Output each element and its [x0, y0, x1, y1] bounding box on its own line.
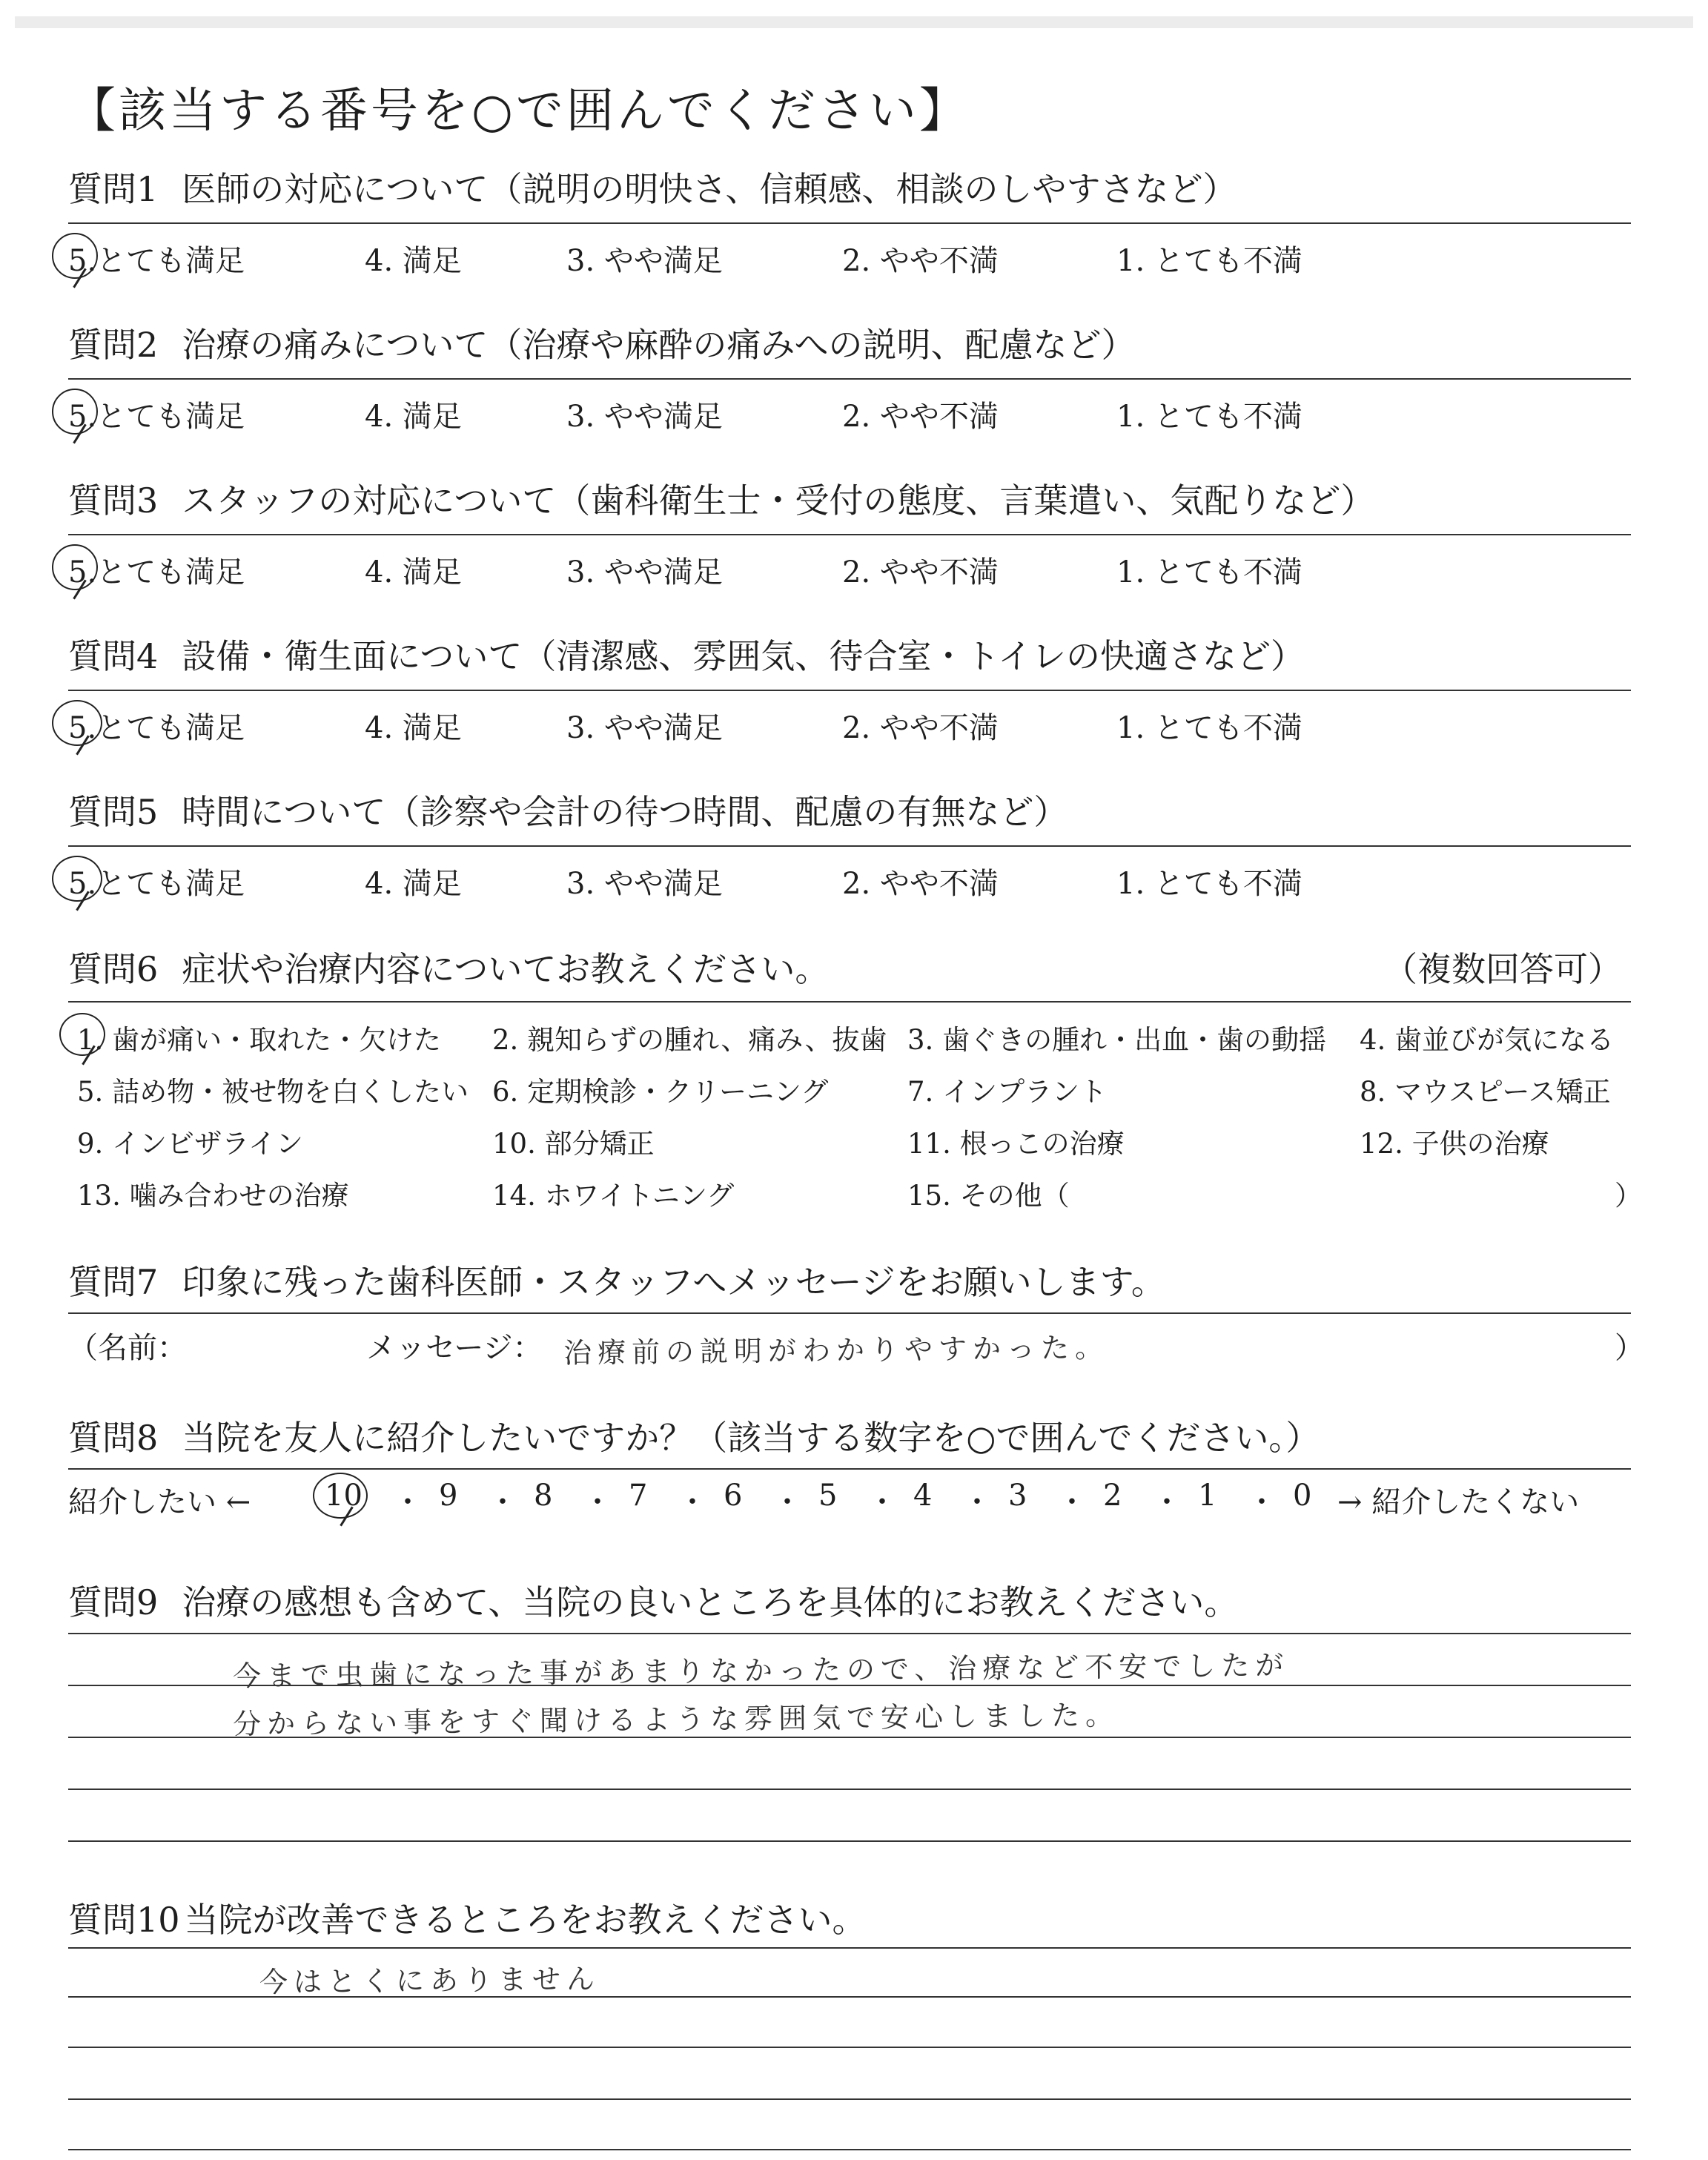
multiple-answers-note: （複数回答可）	[1383, 949, 1622, 989]
answer-line	[68, 2047, 1631, 2048]
q5-option-5[interactable]: 5.とても満足	[68, 867, 245, 901]
symptom-13[interactable]: 13. 噛み合わせの治療	[77, 1180, 349, 1212]
symptom-8[interactable]: 8. マウスピース矯正	[1360, 1076, 1611, 1108]
question-3-number: 質問3	[68, 480, 159, 521]
q1-option-3[interactable]: 3. やや満足	[566, 244, 723, 278]
q4-option-1[interactable]: 1. とても不満	[1116, 711, 1302, 745]
question-10-text: 当院が改善できるところをお教えください。	[184, 1900, 867, 1940]
scale-0[interactable]: 0	[1293, 1479, 1312, 1513]
symptom-7[interactable]: 7. インプラント	[907, 1076, 1108, 1108]
question-1-options	[68, 237, 1631, 278]
question-2-options	[68, 393, 1631, 434]
question-6-number: 質問6	[68, 949, 159, 989]
answer-line	[68, 1737, 1631, 1738]
q1-option-1[interactable]: 1. とても不満	[1116, 244, 1302, 278]
symptom-12[interactable]: 12. 子供の治療	[1360, 1128, 1549, 1160]
question-6-rule	[68, 1001, 1631, 1003]
q3-option-2[interactable]: 2. やや不満	[842, 555, 999, 589]
q2-option-3[interactable]: 3. やや満足	[566, 400, 723, 434]
question-1-number: 質問1	[68, 169, 159, 209]
question-8-heading	[68, 1418, 1631, 1458]
question-4-options	[68, 704, 1631, 745]
q2-option-5[interactable]: 5.とても満足	[68, 400, 245, 434]
question-2-heading	[68, 325, 1631, 365]
question-5-number: 質問5	[68, 792, 159, 832]
q4-option-5[interactable]: 5.とても満足	[68, 711, 245, 745]
question-7-text: 印象に残った歯科医師・スタッフへメッセージをお願いします。	[182, 1262, 1165, 1302]
form-instruction: 【該当する番号を○で囲んでください】	[68, 84, 970, 139]
q5-option-3[interactable]: 3. やや満足	[566, 867, 723, 901]
q3-option-1[interactable]: 1. とても不満	[1116, 555, 1302, 589]
question-5-text: 時間について（診察や会計の待つ時間、配慮の有無など）	[182, 792, 1068, 832]
symptom-5[interactable]: 5. 詰め物・被せ物を白くしたい	[77, 1076, 469, 1108]
recommend-right-label: → 紹介したくない	[1337, 1485, 1580, 1519]
question-2-rule	[68, 378, 1631, 380]
symptom-4[interactable]: 4. 歯並びが気になる	[1360, 1024, 1615, 1056]
question-3-text: スタッフの対応について（歯科衛生士・受付の態度、言葉遣い、気配りなど）	[182, 480, 1375, 521]
q4-option-4[interactable]: 4. 満足	[365, 711, 462, 745]
scale-7[interactable]: 7	[629, 1479, 648, 1513]
handwritten-answer-line-1[interactable]: 今まで虫歯になった事があまりなかったので、治療など不安でしたが	[232, 1648, 1290, 1693]
question-7-rule	[68, 1312, 1631, 1314]
q3-option-5[interactable]: 5.とても満足	[68, 555, 245, 589]
handwritten-message[interactable]: 治療前の説明がわかりやすかった。	[563, 1331, 1110, 1370]
answer-line	[68, 1633, 1631, 1634]
answer-line	[68, 1685, 1631, 1686]
q4-option-2[interactable]: 2. やや不満	[842, 711, 999, 745]
symptom-1[interactable]: 1. 歯が痛い・取れた・欠けた	[77, 1024, 442, 1056]
q2-option-4[interactable]: 4. 満足	[365, 400, 462, 434]
symptom-3[interactable]: 3. 歯ぐきの腫れ・出血・歯の動揺	[907, 1024, 1327, 1056]
question-3-options	[68, 549, 1631, 589]
q5-option-2[interactable]: 2. やや不満	[842, 867, 999, 901]
question-1-rule	[68, 222, 1631, 224]
question-5-options	[68, 860, 1631, 901]
q5-option-4[interactable]: 4. 満足	[365, 867, 462, 901]
q3-option-3[interactable]: 3. やや満足	[566, 555, 723, 589]
question-7-number: 質問7	[68, 1262, 159, 1302]
question-1-heading	[68, 169, 1631, 209]
scan-top-edge	[15, 16, 1693, 28]
question-7-heading	[68, 1262, 1631, 1302]
recommend-left-label: 紹介したい ←	[68, 1485, 251, 1519]
scale-8[interactable]: 8	[534, 1479, 553, 1513]
question-3-heading	[68, 480, 1631, 521]
handwritten-answer-line-2[interactable]: 分からない事をすぐ聞けるような雰囲気で安心しました。	[232, 1698, 1120, 1741]
q1-option-5[interactable]: 5.とても満足	[68, 244, 245, 278]
question-4-number: 質問4	[68, 636, 159, 676]
question-10-heading	[68, 1900, 1631, 1940]
question-9-text: 治療の感想も含めて、当院の良いところを具体的にお教えください。	[182, 1582, 1239, 1622]
symptom-15-other[interactable]: 15. その他（	[907, 1180, 1070, 1212]
q1-option-2[interactable]: 2. やや不満	[842, 244, 999, 278]
q4-option-3[interactable]: 3. やや満足	[566, 711, 723, 745]
scale-3[interactable]: 3	[1008, 1479, 1027, 1513]
question-5-heading	[68, 792, 1631, 832]
answer-line	[68, 1947, 1631, 1949]
question-9-heading	[68, 1582, 1631, 1622]
answer-line	[68, 2098, 1631, 2100]
symptom-2[interactable]: 2. 親知らずの腫れ、痛み、抜歯	[492, 1024, 887, 1056]
question-6-text: 症状や治療内容についてお教えください。	[182, 949, 830, 989]
answer-line	[68, 1789, 1631, 1790]
symptom-9[interactable]: 9. インビザライン	[77, 1128, 303, 1160]
question-2-text: 治療の痛みについて（治療や麻酔の痛みへの説明、配慮など）	[182, 325, 1136, 365]
question-3-rule	[68, 534, 1631, 535]
scale-10[interactable]: 10	[325, 1479, 363, 1513]
answer-line	[68, 1996, 1631, 1998]
other-close-paren: ）	[1615, 1180, 1642, 1212]
q2-option-2[interactable]: 2. やや不満	[842, 400, 999, 434]
symptom-6[interactable]: 6. 定期検診・クリーニング	[492, 1076, 829, 1108]
question-5-rule	[68, 845, 1631, 847]
answer-line	[68, 2149, 1631, 2150]
name-label: （名前：	[68, 1331, 187, 1365]
scale-5[interactable]: 5	[818, 1479, 838, 1513]
q2-option-1[interactable]: 1. とても不満	[1116, 400, 1302, 434]
message-label: メッセージ：	[366, 1331, 543, 1365]
question-2-number: 質問2	[68, 325, 159, 365]
answer-line	[68, 1840, 1631, 1842]
handwritten-improvement-answer[interactable]: 今はとくにありません	[259, 1962, 601, 1999]
message-close-paren: ）	[1615, 1331, 1644, 1365]
question-4-text: 設備・衛生面について（清潔感、雰囲気、待合室・トイレの快適さなど）	[182, 636, 1305, 676]
question-4-heading	[68, 636, 1631, 676]
question-9-number: 質問9	[68, 1582, 159, 1622]
scale-6[interactable]: 6	[724, 1479, 743, 1513]
scale-9[interactable]: 9	[439, 1479, 458, 1513]
q5-option-1[interactable]: 1. とても不満	[1116, 867, 1302, 901]
q1-option-4[interactable]: 4. 満足	[365, 244, 462, 278]
question-10-number: 質問10	[68, 1900, 180, 1940]
scale-1[interactable]: 1	[1198, 1479, 1217, 1513]
scale-4[interactable]: 4	[913, 1479, 933, 1513]
symptom-11[interactable]: 11. 根っこの治療	[907, 1128, 1125, 1160]
q3-option-4[interactable]: 4. 満足	[365, 555, 462, 589]
question-8-rule	[68, 1468, 1631, 1470]
symptom-10[interactable]: 10. 部分矯正	[492, 1128, 655, 1160]
recommend-scale: 紹介したい ← 10 ・ 9 ・ 8 ・ 7 ・ 6 ・ 5 ・ 4 ・ 3 ・ 2 ・ 1 ・ 0 → 紹介したくない	[68, 1479, 1631, 1523]
scale-2[interactable]: 2	[1103, 1479, 1122, 1513]
question-8-number: 質問8	[68, 1418, 159, 1458]
question-1-text: 医師の対応について（説明の明快さ、信頼感、相談のしやすさなど）	[182, 169, 1237, 209]
question-6-heading	[68, 949, 1631, 989]
question-8-text: 当院を友人に紹介したいですか？（該当する数字を○で囲んでください。）	[182, 1418, 1320, 1458]
symptom-14[interactable]: 14. ホワイトニング	[492, 1180, 735, 1212]
question-4-rule	[68, 690, 1631, 691]
